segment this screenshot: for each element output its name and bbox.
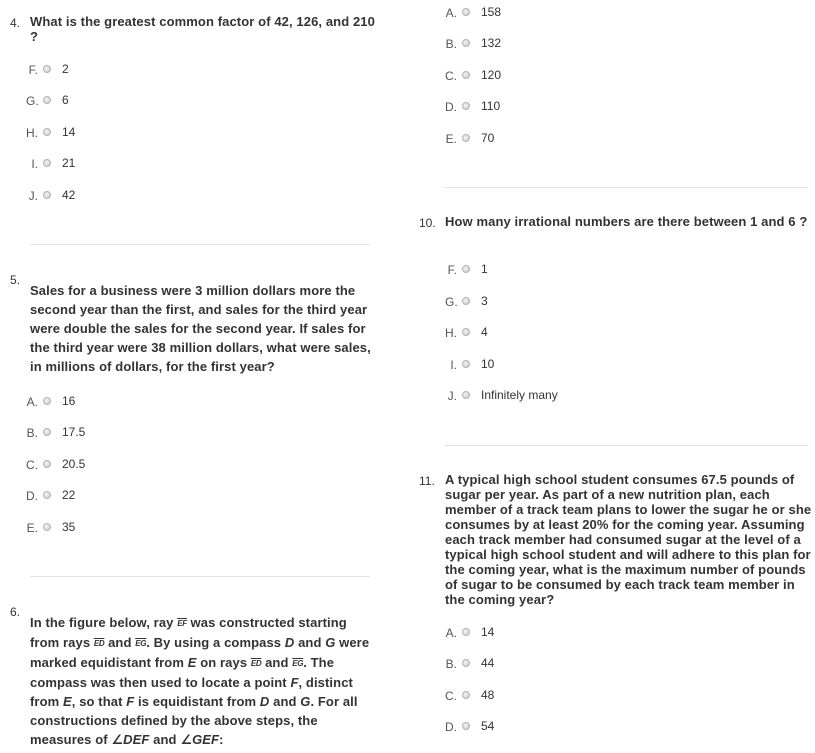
choice-letter: E.: [445, 132, 457, 146]
choice-letter: C.: [445, 689, 457, 703]
choice-value: 20.5: [62, 457, 86, 471]
radio-button[interactable]: [462, 659, 470, 667]
choice-letter: J.: [28, 189, 38, 203]
angle-def: ∠DEF: [111, 732, 150, 747]
choice-letter: D.: [26, 489, 38, 503]
radio-button[interactable]: [43, 96, 51, 104]
choice-letter: A.: [26, 395, 38, 409]
choice-value: 21: [62, 156, 76, 170]
choice-letter: C.: [26, 458, 38, 472]
radio-button[interactable]: [43, 191, 51, 199]
question-divider: [445, 445, 808, 446]
question-divider: [445, 187, 808, 188]
question-5-number: 5.: [10, 273, 21, 287]
choice-letter: H.: [445, 326, 457, 340]
radio-button[interactable]: [462, 328, 470, 336]
choice-value: 22: [62, 488, 76, 502]
choice-value: 42: [62, 188, 76, 202]
choice-value: 2: [62, 62, 69, 76]
choice-value: 44: [481, 656, 495, 670]
radio-button[interactable]: [462, 8, 470, 16]
choice-letter: F.: [447, 263, 457, 277]
question-11-text: A typical high school student consumes 67.5 pounds of sugar per year. As part of a new nutrition plan, each member of a track team plans to lower the sugar he or she consumes by at least 20% for the coming year. Assuming each track member had consumed sugar at the level of a typical high school student and will adhere to this plan for the coming year, what is the maximum number of pounds of sugar to be consumed by each track team member in the coming year?: [445, 472, 812, 607]
choice-letter: J.: [447, 389, 457, 403]
ray-eg: $\overline{EG}$: [292, 659, 304, 668]
radio-button[interactable]: [43, 523, 51, 531]
choice-value: 48: [481, 688, 495, 702]
choice-letter: F.: [28, 63, 38, 77]
question-4-number: 4.: [10, 16, 21, 30]
radio-button[interactable]: [462, 265, 470, 273]
choice-value: 16: [62, 394, 76, 408]
choice-value: 3: [481, 294, 488, 308]
choice-value: 35: [62, 520, 76, 534]
radio-button[interactable]: [462, 102, 470, 110]
radio-button[interactable]: [43, 460, 51, 468]
radio-button[interactable]: [462, 297, 470, 305]
choice-letter: G.: [26, 94, 39, 108]
radio-button[interactable]: [462, 628, 470, 636]
choice-letter: H.: [26, 126, 38, 140]
radio-button[interactable]: [462, 360, 470, 368]
question-5-text: Sales for a business were 3 million dollars more the second year than the first, and sales for the third year were double the sales for the second year. If sales for the third year were 38 million dollars, what were sales, in millions of dollars, for the first year?: [30, 283, 371, 374]
choice-letter: C.: [445, 69, 457, 83]
question-11-number: 11.: [419, 474, 435, 488]
radio-button[interactable]: [462, 39, 470, 47]
choice-value: 4: [481, 325, 488, 339]
choice-letter: B.: [26, 426, 38, 440]
choice-letter: G.: [445, 295, 458, 309]
choice-letter: E.: [26, 521, 38, 535]
radio-button[interactable]: [462, 722, 470, 730]
radio-button[interactable]: [462, 391, 470, 399]
question-4-text: What is the greatest common factor of 42, 126, and 210 ?: [30, 14, 375, 44]
choice-value: 158: [481, 5, 502, 19]
choice-letter: D.: [445, 720, 457, 734]
choice-value: 70: [481, 131, 495, 145]
ray-ed: $\overline{ED}$: [250, 659, 262, 668]
radio-button[interactable]: [43, 397, 51, 405]
choice-value: 110: [481, 99, 501, 113]
question-10-number: 10.: [419, 216, 436, 230]
choice-value: 132: [481, 36, 502, 50]
choice-value: 14: [481, 625, 495, 639]
question-10-text: How many irrational numbers are there between 1 and 6 ?: [445, 214, 808, 229]
choice-letter: A.: [445, 626, 457, 640]
choice-letter: B.: [445, 37, 457, 51]
choice-letter: I.: [450, 358, 457, 372]
radio-button[interactable]: [462, 71, 470, 79]
choice-value: 10: [481, 357, 495, 371]
choice-value: 6: [62, 93, 69, 107]
choice-value: 120: [481, 68, 502, 82]
radio-button[interactable]: [462, 691, 470, 699]
question-divider: [30, 244, 370, 245]
right-column: [405, 0, 815, 753]
choice-value: Infinitely many: [481, 388, 558, 402]
choice-letter: D.: [445, 100, 457, 114]
ray-ed: $\overline{ED}$: [93, 639, 105, 648]
radio-button[interactable]: [43, 428, 51, 436]
question-6-text: In the figure below, ray $\overline{EF}$ was constructed starting from rays $\overline{ED}$ and $\overline{EG}$. By using a compass D and G were marked equidistant from E on rays $\overline{ED}$ and $\overline{EG}$. The compass was then used to locate a point F, distinct from E, so that F is equidistant from D and G. For all constructions defined by the above steps, the measures of ∠DEF and ∠GEF:: [30, 615, 370, 747]
question-divider: [30, 576, 370, 577]
radio-button[interactable]: [43, 128, 51, 136]
ray-eg: $\overline{EG}$: [135, 639, 147, 648]
left-column: [0, 0, 400, 753]
choice-value: 1: [481, 262, 488, 276]
question-6-number: 6.: [10, 605, 21, 619]
angle-gef: ∠GEF: [180, 732, 220, 747]
choice-value: 54: [481, 719, 495, 733]
choice-letter: B.: [445, 657, 457, 671]
choice-value: 17.5: [62, 425, 86, 439]
radio-button[interactable]: [43, 159, 51, 167]
radio-button[interactable]: [43, 491, 51, 499]
radio-button[interactable]: [462, 134, 470, 142]
ray-ef: $\overline{EF}$: [177, 619, 187, 628]
choice-letter: A.: [445, 6, 457, 20]
choice-letter: I.: [31, 157, 38, 171]
choice-value: 14: [62, 125, 76, 139]
radio-button[interactable]: [43, 65, 51, 73]
